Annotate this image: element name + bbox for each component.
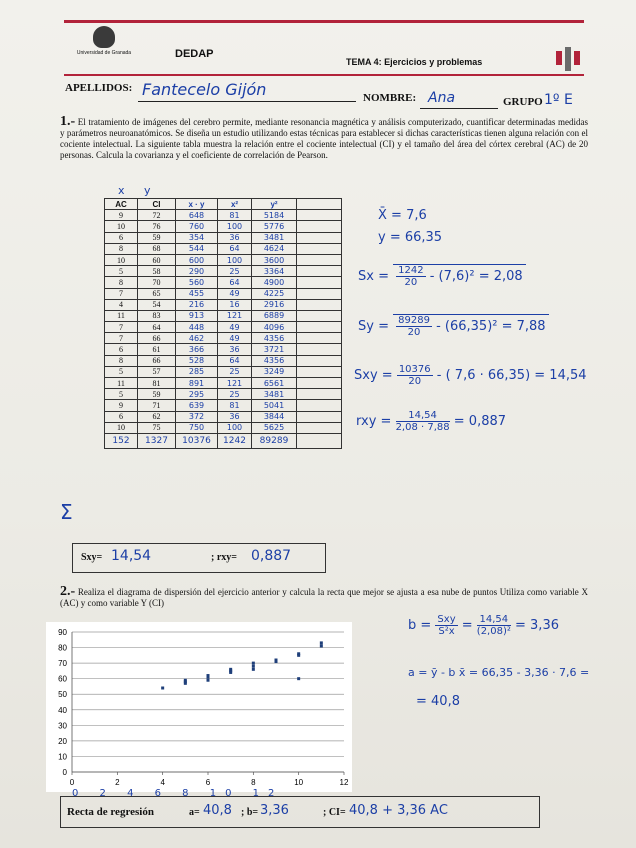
course-code: DEDAP (175, 48, 214, 60)
sxy-result: - ( 7,6 · 66,35) = 14,54 (436, 368, 587, 383)
data-point (297, 654, 300, 657)
table-cell (297, 366, 342, 377)
sum-cell: 1327 (138, 433, 176, 448)
x-tick-label: 2 (115, 778, 120, 787)
mean-y: y = 66,35 (378, 230, 443, 245)
apellidos-line (138, 101, 356, 102)
b-result: = 3,36 (515, 618, 559, 633)
y-tick-label: 20 (58, 736, 67, 746)
table-cell: 462 (176, 333, 218, 344)
table-cell: 68 (138, 243, 176, 254)
sum-cell: 89289 (252, 433, 297, 448)
table-cell (297, 310, 342, 321)
y-tick-label: 80 (58, 643, 67, 653)
table-cell: 81 (218, 400, 252, 411)
table-cell: 57 (138, 366, 176, 377)
table-cell: 4 (105, 299, 138, 310)
a-answer-label: a= (189, 807, 200, 818)
table-cell: 4900 (252, 277, 297, 288)
sxy-num: 10376 (398, 364, 431, 375)
table-cell: 2916 (252, 299, 297, 310)
table-row (105, 299, 342, 310)
table-row (105, 232, 342, 243)
axis-doodle: 0 2 4 6 8 10 12 (72, 788, 284, 799)
table-cell: 295 (176, 389, 218, 400)
table-cell: 66 (138, 355, 176, 366)
table-cell: 121 (218, 310, 252, 321)
regression-label: Recta de regresión (67, 806, 154, 818)
table-cell: 760 (176, 221, 218, 232)
table-cell: 25 (218, 389, 252, 400)
sx-fraction (396, 265, 425, 288)
table-cell: 455 (176, 288, 218, 299)
table-cell: 6 (105, 411, 138, 422)
table-cell: 3481 (252, 389, 297, 400)
table-cell: 16 (218, 299, 252, 310)
table-cell (297, 411, 342, 422)
table-cell: 290 (176, 266, 218, 277)
table-cell: 750 (176, 422, 218, 433)
table-row (105, 400, 342, 411)
exercise-2-number: 2.- (60, 584, 76, 599)
table-row (105, 310, 342, 321)
table-cell: 5776 (252, 221, 297, 232)
a-answer-value: 40,8 (203, 803, 232, 818)
sxy-answer-value: 14,54 (111, 548, 152, 564)
col-header-ac: AC (105, 199, 138, 210)
table-cell (297, 355, 342, 366)
table-cell: 600 (176, 254, 218, 265)
x-tick-label: 12 (339, 778, 349, 787)
sum-cell (297, 433, 342, 448)
table-cell: 354 (176, 232, 218, 243)
table-row (105, 322, 342, 333)
table-row (105, 266, 342, 277)
table-cell: 448 (176, 322, 218, 333)
table-cell: 71 (138, 400, 176, 411)
table-cell (297, 344, 342, 355)
table-cell: 49 (218, 333, 252, 344)
data-table (104, 198, 342, 449)
table-cell: 10 (105, 422, 138, 433)
a-formula: a = ȳ - b x̄ = 66,35 - 3,36 · 7,6 = (408, 666, 590, 679)
table-cell: 62 (138, 411, 176, 422)
data-point (184, 679, 187, 682)
sx-den: 20 (404, 277, 418, 288)
rxy-fraction (396, 410, 450, 433)
sxy-label: Sxy = (354, 368, 393, 383)
table-cell (297, 277, 342, 288)
data-point (229, 671, 232, 674)
col-header-y2: y² (252, 199, 297, 210)
table-cell: 4624 (252, 243, 297, 254)
b-fraction-1 (435, 614, 457, 637)
table-row (105, 355, 342, 366)
table-row (105, 210, 342, 221)
rxy-label: rxy = (356, 414, 392, 429)
table-cell (297, 243, 342, 254)
table-cell: 9 (105, 210, 138, 221)
sx-label: Sx = (358, 269, 389, 284)
table-cell: 4225 (252, 288, 297, 299)
rxy-answer-value: 0,887 (251, 548, 292, 564)
sy-fraction (396, 315, 432, 338)
x-tick-label: 4 (160, 778, 165, 787)
table-cell: 64 (138, 322, 176, 333)
sigma-mark: Σ (60, 500, 73, 524)
table-row (105, 389, 342, 400)
nombre-label: NOMBRE: (363, 92, 417, 104)
table-cell: 64 (218, 277, 252, 288)
table-cell (297, 389, 342, 400)
x-tick-label: 6 (205, 778, 211, 787)
table-cell: 5184 (252, 210, 297, 221)
table-cell: 891 (176, 378, 218, 389)
table-cell: 7 (105, 333, 138, 344)
table-cell: 544 (176, 243, 218, 254)
data-point (252, 668, 255, 671)
data-point (161, 687, 164, 690)
sum-cell: 152 (105, 433, 138, 448)
y-tick-label: 0 (62, 768, 67, 777)
table-row (105, 277, 342, 288)
table-cell: 913 (176, 310, 218, 321)
col-header-empty (297, 199, 342, 210)
table-cell: 75 (138, 422, 176, 433)
data-point (297, 677, 300, 680)
rxy-formula (356, 410, 506, 433)
rxy-den: 2,08 · 7,88 (395, 422, 450, 433)
x-tick-label: 10 (294, 778, 304, 787)
table-cell: 100 (218, 422, 252, 433)
table-cell (297, 378, 342, 389)
data-point (207, 679, 210, 682)
rxy-answer-label: ; rxy= (211, 552, 237, 563)
col-header-ci: CI (138, 199, 176, 210)
table-sum-row (105, 433, 342, 448)
table-cell: 58 (138, 266, 176, 277)
table-cell: 3249 (252, 366, 297, 377)
table-row (105, 411, 342, 422)
grupo-label: GRUPO (503, 96, 543, 108)
sy-den: 20 (407, 327, 421, 338)
scatter-chart-svg (46, 622, 352, 792)
a-result: = 40,8 (416, 694, 460, 709)
table-row (105, 366, 342, 377)
table-cell: 65 (138, 288, 176, 299)
table-cell: 83 (138, 310, 176, 321)
b-label: b = (408, 618, 432, 633)
table-cell: 49 (218, 288, 252, 299)
b-answer-label: ; b= (241, 807, 259, 818)
table-cell: 285 (176, 366, 218, 377)
table-row (105, 422, 342, 433)
sx-num: 1242 (398, 265, 424, 276)
table-cell (297, 254, 342, 265)
sxy-fraction (397, 364, 433, 387)
table-cell: 5 (105, 366, 138, 377)
table-cell: 7 (105, 288, 138, 299)
table-cell: 25 (218, 266, 252, 277)
table-cell (297, 288, 342, 299)
x-variable-mark: x (118, 184, 125, 197)
table-cell: 528 (176, 355, 218, 366)
b-formula (408, 614, 559, 637)
table-cell: 4096 (252, 322, 297, 333)
table-cell: 61 (138, 344, 176, 355)
exercise-2-text: Realiza el diagrama de dispersión del ejercicio anterior y calcula la recta que mejor se ajusta a esa nube de puntos Utiliza como variable X (AC) y como variable Y (CI) (60, 587, 588, 608)
topic-title: TEMA 4: Ejercicios y problemas (346, 57, 483, 67)
exercise-1-number: 1.- (60, 114, 76, 129)
table-cell: 36 (218, 232, 252, 243)
table-cell: 6 (105, 232, 138, 243)
b-den-1: S²x (438, 626, 455, 637)
table-cell: 25 (218, 366, 252, 377)
table-cell: 5625 (252, 422, 297, 433)
table-cell: 64 (218, 243, 252, 254)
university-logo (64, 26, 144, 56)
nombre-value: Ana (428, 90, 456, 106)
table-cell (297, 299, 342, 310)
table-cell: 6 (105, 344, 138, 355)
table-cell: 6889 (252, 310, 297, 321)
table-cell (297, 400, 342, 411)
table-cell (297, 210, 342, 221)
nombre-line (420, 108, 498, 109)
table-cell: 11 (105, 378, 138, 389)
table-row (105, 254, 342, 265)
table-cell: 64 (218, 355, 252, 366)
sy-root (393, 314, 548, 338)
top-red-rule (64, 20, 584, 23)
exercise-2-statement (60, 586, 588, 609)
data-point (320, 645, 323, 648)
table-cell: 639 (176, 400, 218, 411)
table-cell: 4356 (252, 355, 297, 366)
table-cell: 11 (105, 310, 138, 321)
table-cell: 10 (105, 221, 138, 232)
table-cell: 100 (218, 221, 252, 232)
table-cell: 59 (138, 232, 176, 243)
university-name: Universidad de Granada (76, 50, 132, 56)
table-cell: 81 (138, 378, 176, 389)
b-den-2: (2,08)² (476, 626, 511, 637)
crest-icon (93, 26, 115, 48)
data-point (320, 641, 323, 644)
table-cell (297, 266, 342, 277)
table-cell: 648 (176, 210, 218, 221)
sy-result: - (66,35)² = 7,88 (436, 319, 546, 334)
table-cell: 9 (105, 400, 138, 411)
sum-cell: 1242 (218, 433, 252, 448)
col-header-x2: x² (218, 199, 252, 210)
rxy-result: = 0,887 (453, 414, 507, 429)
sx-formula (358, 264, 526, 288)
table-cell: 560 (176, 277, 218, 288)
table-cell: 366 (176, 344, 218, 355)
x-tick-label: 0 (69, 778, 75, 787)
data-point (184, 682, 187, 685)
header-red-rule (64, 74, 584, 76)
table-cell: 216 (176, 299, 218, 310)
y-tick-label: 10 (58, 752, 67, 762)
data-point (207, 674, 210, 677)
data-point (252, 665, 255, 668)
table-cell: 3600 (252, 254, 297, 265)
table-cell: 5 (105, 389, 138, 400)
apellidos-value: Fantecelo Gijón (142, 80, 267, 99)
y-tick-label: 50 (58, 690, 67, 700)
scatter-chart (46, 622, 352, 792)
y-variable-mark: y (144, 184, 151, 197)
sx-result: - (7,6)² = 2,08 (429, 269, 523, 284)
apellidos-label: APELLIDOS: (65, 82, 133, 94)
table-row (105, 221, 342, 232)
dedap-brand-icon (556, 47, 580, 71)
b-answer-value: 3,36 (260, 803, 289, 818)
table-cell: 3481 (252, 232, 297, 243)
table-cell (297, 221, 342, 232)
table-cell (297, 333, 342, 344)
table-cell: 3721 (252, 344, 297, 355)
b-num-2: 14,54 (477, 614, 511, 626)
data-point (275, 660, 278, 663)
sxy-answer-label: Sxy= (81, 552, 103, 563)
table-row (105, 288, 342, 299)
rxy-num: 14,54 (396, 410, 450, 422)
table-cell: 72 (138, 210, 176, 221)
regression-box (60, 796, 540, 828)
table-cell: 8 (105, 243, 138, 254)
b-fraction-2 (477, 614, 511, 637)
table-cell: 8 (105, 355, 138, 366)
table-cell: 10 (105, 254, 138, 265)
sy-num: 89289 (398, 315, 430, 326)
table-cell: 8 (105, 277, 138, 288)
mean-x: X̄ = 7,6 (378, 208, 427, 223)
exercise-1-text: El tratamiento de imágenes del cerebro permite, mediante resonancia magnética y análisis computerizado, cuantificar determinadas medidas y parámetros neuroanatómicos. Se diseña un estudio utilizando estas técnicas para establecer si dichas características tienen alguna relación con el cociente intelectual. La siguiente tabla muestra la relación entre el cociente intelectual (CI) y el tamaño del área del córtex cerebral (AC) de 20 personas. Calcula la covarianza y el coeficiente de correlación de Pearson. (60, 117, 589, 160)
data-point (252, 662, 255, 665)
table-cell: 49 (218, 322, 252, 333)
table-cell: 59 (138, 389, 176, 400)
y-tick-label: 70 (58, 659, 67, 669)
table-cell: 100 (218, 254, 252, 265)
y-tick-label: 30 (58, 721, 67, 731)
table-header-row (105, 199, 342, 210)
table-cell: 3364 (252, 266, 297, 277)
exercise-1-statement (60, 116, 588, 161)
table-row (105, 344, 342, 355)
data-point (229, 668, 232, 671)
answer-box-1 (72, 543, 326, 573)
b-num-1: Sxy (437, 614, 456, 625)
sxy-den: 20 (408, 376, 422, 387)
table-cell: 36 (218, 344, 252, 355)
sum-cell: 10376 (176, 433, 218, 448)
table-row (105, 378, 342, 389)
table-row (105, 333, 342, 344)
table-cell: 5041 (252, 400, 297, 411)
table-cell: 5 (105, 266, 138, 277)
ci-answer-label: ; CI= (323, 807, 346, 818)
sx-root (393, 264, 526, 288)
table-cell: 6561 (252, 378, 297, 389)
table-cell (297, 422, 342, 433)
y-tick-label: 60 (58, 674, 67, 684)
table-cell: 66 (138, 333, 176, 344)
table-cell: 121 (218, 378, 252, 389)
table-cell: 4356 (252, 333, 297, 344)
table-cell: 54 (138, 299, 176, 310)
table-cell: 7 (105, 322, 138, 333)
col-header-xy: x · y (176, 199, 218, 210)
table-cell: 372 (176, 411, 218, 422)
b-equals: = (461, 618, 473, 633)
sy-formula (358, 314, 549, 338)
table-row (105, 243, 342, 254)
table-cell: 60 (138, 254, 176, 265)
y-tick-label: 40 (58, 705, 67, 715)
x-tick-label: 8 (251, 778, 256, 787)
table-cell: 3844 (252, 411, 297, 422)
sy-label: Sy = (358, 319, 389, 334)
y-tick-label: 90 (58, 628, 67, 637)
sxy-formula (354, 364, 587, 387)
table-cell (297, 232, 342, 243)
table-cell: 81 (218, 210, 252, 221)
table-cell: 36 (218, 411, 252, 422)
grupo-value: 1º E (544, 92, 573, 108)
table-cell: 76 (138, 221, 176, 232)
table-cell: 70 (138, 277, 176, 288)
ci-answer-value: 40,8 + 3,36 AC (349, 803, 448, 818)
table-cell (297, 322, 342, 333)
